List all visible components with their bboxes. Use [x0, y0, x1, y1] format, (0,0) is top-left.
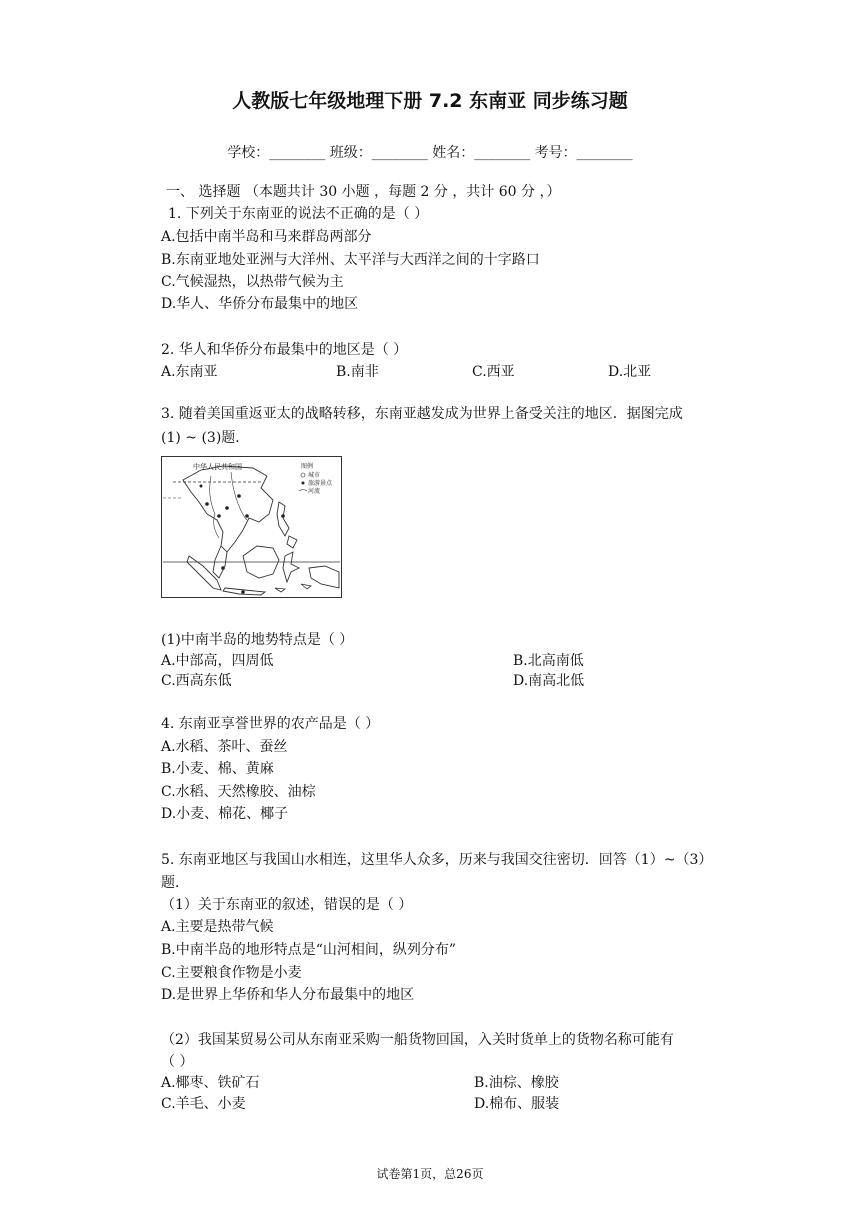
q5-stem-line1: 5. 东南亚地区与我国山水相连，这里华人众多，历来与我国交往密切．回答（1）~（3） — [161, 852, 713, 868]
q4-option-b: B.小麦、棉、黄麻 — [161, 761, 274, 777]
q4-option-c: C.水稻、天然橡胶、油棕 — [161, 784, 316, 800]
q5-sub2-option-c: C.羊毛、小麦 — [161, 1096, 246, 1112]
q5-sub2-option-b: B.油棕、橡胶 — [474, 1075, 559, 1091]
q5-sub2-option-a: A.椰枣、铁矿石 — [161, 1075, 260, 1091]
q5-sub1-option-b: B.中南半岛的地形特点是“山河相间，纵列分布” — [161, 942, 457, 958]
q5-sub2-stem-line2: （ ） — [161, 1054, 194, 1070]
q5-sub1-stem: （1）关于东南亚的叙述，错误的是（ ） — [161, 897, 413, 913]
student-info-line: 学校：________ 班级：________ 姓名：________ 考号：________ — [227, 145, 633, 161]
q1-option-c: C.气候湿热，以热带气候为主 — [161, 274, 344, 290]
q2-option-a: A.东南亚 — [161, 364, 218, 380]
map-legend-city: 城市 — [308, 472, 321, 479]
q3-sub1-stem: (1)中南半岛的地势特点是（ ） — [161, 632, 354, 648]
southeast-asia-map — [161, 456, 342, 598]
q5-sub2-option-d: D.棉布、服装 — [474, 1096, 560, 1112]
q3-sub1-option-b: B.北高南低 — [513, 653, 584, 669]
q2-stem: 2. 华人和华侨分布最集中的地区是（ ） — [161, 342, 408, 358]
q1-option-b: B.东南亚地处亚洲与大洋州、太平洋与大西洋之间的十字路口 — [161, 252, 540, 268]
q3-sub1-option-a: A.中部高，四周低 — [161, 653, 274, 669]
page-title: 人教版七年级地理下册 7.2 东南亚 同步练习题 — [232, 90, 628, 112]
q4-option-a: A.水稻、茶叶、蚕丝 — [161, 739, 288, 755]
page-footer: 试卷第1页，总26页 — [376, 1167, 484, 1181]
q5-sub2-stem-line1: （2）我国某贸易公司从东南亚采购一船货物回国，入关时货单上的货物名称可能有 — [161, 1032, 674, 1048]
q1-option-d: D.华人、华侨分布最集中的地区 — [161, 296, 359, 312]
q2-option-b: B.南非 — [336, 364, 379, 380]
q4-stem: 4. 东南亚享誉世界的农产品是（ ） — [161, 716, 380, 732]
q4-option-d: D.小麦、棉花、椰子 — [161, 806, 289, 822]
q2-option-c: C.西亚 — [472, 364, 515, 380]
q1-option-a: A.包括中南半岛和马来群岛两部分 — [161, 229, 372, 245]
map-legend-spot: 旅游景点 — [308, 480, 333, 487]
q5-sub1-option-c: C.主要粮食作物是小麦 — [161, 965, 302, 981]
map-legend-river: 河流 — [308, 488, 321, 495]
q1-stem: 1. 下列关于东南亚的说法不正确的是（ ） — [168, 206, 429, 222]
map-country-label: 中华人民共和国 — [193, 463, 242, 471]
map-legend-title: 图例 — [301, 463, 314, 470]
q3-stem-line1: 3. 随着美国重返亚太的战略转移，东南亚越发成为世界上备受关注的地区．据图完成 — [161, 406, 683, 422]
section-header: 一、 选择题 （本题共计 30 小题 ，每题 2 分 ，共计 60 分 ，） — [166, 184, 561, 200]
q3-sub1-option-c: C.西高东低 — [161, 673, 232, 689]
q2-option-d: D.北亚 — [608, 364, 652, 380]
q5-sub1-option-a: A.主要是热带气候 — [161, 919, 274, 935]
q5-stem-line2: 题． — [161, 875, 189, 891]
q3-sub1-option-d: D.南高北低 — [513, 673, 585, 689]
q5-sub1-option-d: D.是世界上华侨和华人分布最集中的地区 — [161, 987, 415, 1003]
q3-stem-line2: (1) ~ (3)题． — [161, 430, 250, 446]
